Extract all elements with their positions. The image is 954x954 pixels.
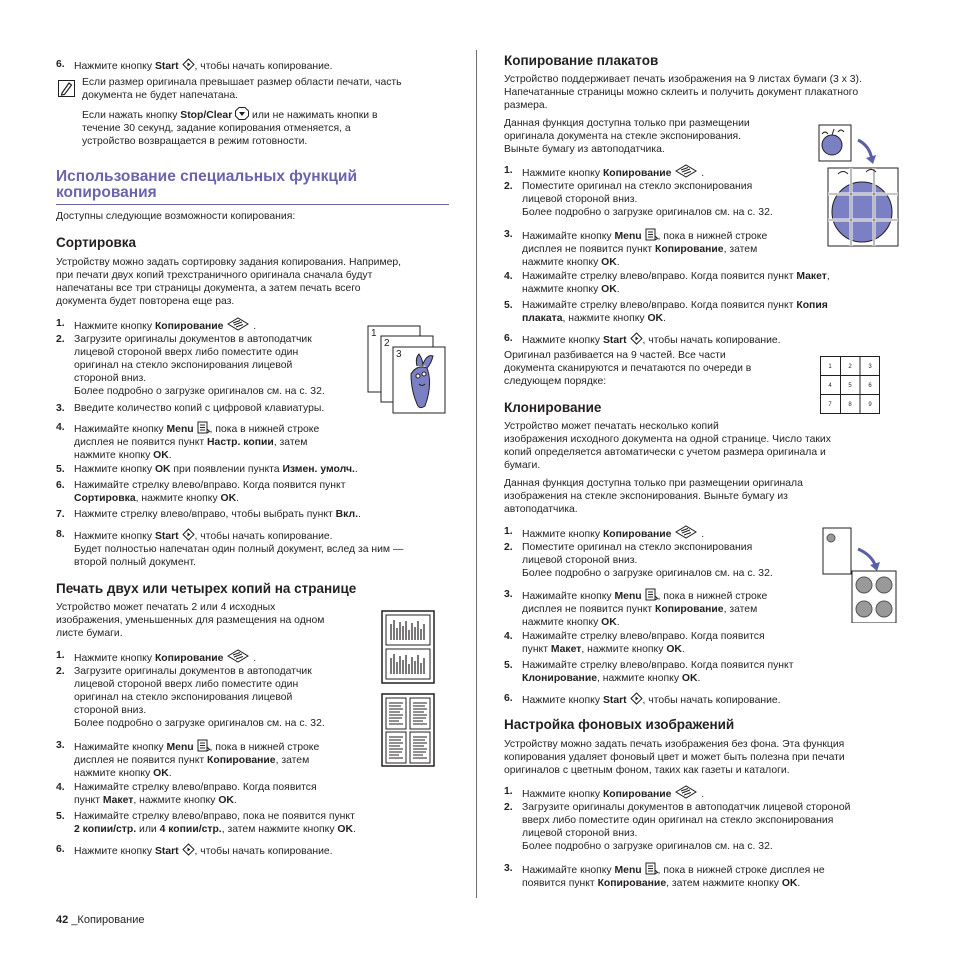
start-icon: [182, 528, 195, 541]
poster-note: Данная функция доступна только при размещении оригинала документа на стекле экспонирования. Выньте бумагу из автоподатчика.: [504, 118, 750, 155]
grid-cell-9: 9: [868, 402, 872, 408]
poster-title: Копирование плакатов: [504, 53, 659, 68]
clone-title: Клонирование: [504, 400, 602, 415]
grid-cell-6: 6: [868, 383, 872, 389]
poster-illustration: [818, 124, 900, 248]
bg-intro: Устройству можно задать печать изображения без фона. Эта функция копирования удаляет фоновый цвет и может быть полезна при печати оригиналов с цветным фоном, таких как газеты и каталоги.: [504, 739, 845, 776]
collate-label-3: 3: [396, 349, 402, 360]
menu-icon: [197, 739, 210, 752]
bg-title: Настройка фоновых изображений: [504, 717, 735, 732]
poster-order-grid: [820, 356, 880, 414]
poster-tiles: [828, 168, 898, 246]
section-intro: Доступны следующие возможности копирования:: [56, 211, 296, 222]
nup-intro: Устройство может печатать 2 или 4 исходных изображения, уменьшенных для размещения на одном листе бумаги.: [56, 602, 325, 639]
start-icon: [630, 332, 643, 345]
footer-section: _Копирование: [71, 914, 145, 926]
column-divider: [476, 50, 477, 898]
nup-title: Печать двух или четырех копий на странице: [56, 581, 357, 596]
grid-cell-2: 2: [848, 364, 852, 370]
clone-note: Данная функция доступна только при размещении оригинала изображения на стекле экспонирования. Выньте бумагу из автоподатчика.: [504, 478, 803, 515]
note-text-1: Если размер оригинала превышает размер области печати, часть документа не будет напечатана.: [82, 77, 402, 101]
collate-label-1: 1: [371, 328, 377, 339]
note-text-2: Если нажать кнопку Stop/Clear или не нажимать кнопки в течение 30 секунд, задание копирования отменяется, а устройство возвращается в режим готовности.: [82, 107, 452, 148]
two-up-illustration: [381, 610, 435, 684]
menu-icon: [645, 228, 658, 241]
four-up-illustration: [381, 693, 435, 767]
poster-after: Оригинал разбивается на 9 частей. Все части документа сканируются и печатаются по очереди в следующем порядке:: [504, 350, 752, 387]
start-icon: [182, 58, 195, 71]
clone-illustration: [822, 527, 898, 623]
stop-clear-icon: [235, 107, 249, 120]
grid-cell-5: 5: [848, 383, 852, 389]
grid-cell-3: 3: [868, 364, 872, 370]
grid-cell-8: 8: [848, 402, 852, 408]
sort-title: Сортировка: [56, 235, 137, 250]
start-icon: [182, 843, 195, 856]
copy-button-icon: [226, 649, 250, 663]
collate-label-2: 2: [384, 338, 390, 349]
copy-button-icon: [674, 525, 698, 539]
grid-cell-4: 4: [828, 383, 832, 389]
copy-button-icon: [226, 317, 250, 331]
grid-cell-7: 7: [828, 402, 832, 408]
menu-icon: [197, 421, 210, 434]
copy-button-icon: [674, 785, 698, 799]
start-icon: [630, 692, 643, 705]
menu-icon: [645, 588, 658, 601]
collate-illustration: [367, 324, 447, 414]
page-footer: [56, 914, 144, 926]
note-icon: [58, 80, 75, 97]
section-rule: [56, 204, 449, 205]
sort-intro: Устройству можно задать сортировку задания копирования. Например, при печати двух копий трехстраничного оригинала сначала будут напечатаны все три страницы документа, а затем печать всего документа будет повторена еще раз.: [56, 257, 402, 307]
clone-intro: Устройство может печатать несколько копий изображения исходного документа на одной странице. Число таких копий определяется автоматически с учетом размера оригинала и бумаги.: [504, 421, 831, 471]
menu-icon: [645, 862, 658, 875]
poster-intro: Устройство поддерживает печать изображения на 9 листах бумаги (3 х 3). Напечатанные страницы можно склеить и получить документ плакатного размера.: [504, 74, 862, 111]
section-title: Использование специальных функций копирования: [56, 168, 357, 201]
copy-button-icon: [674, 164, 698, 178]
page-number: 42: [56, 914, 69, 926]
grid-cell-1: 1: [828, 364, 832, 370]
